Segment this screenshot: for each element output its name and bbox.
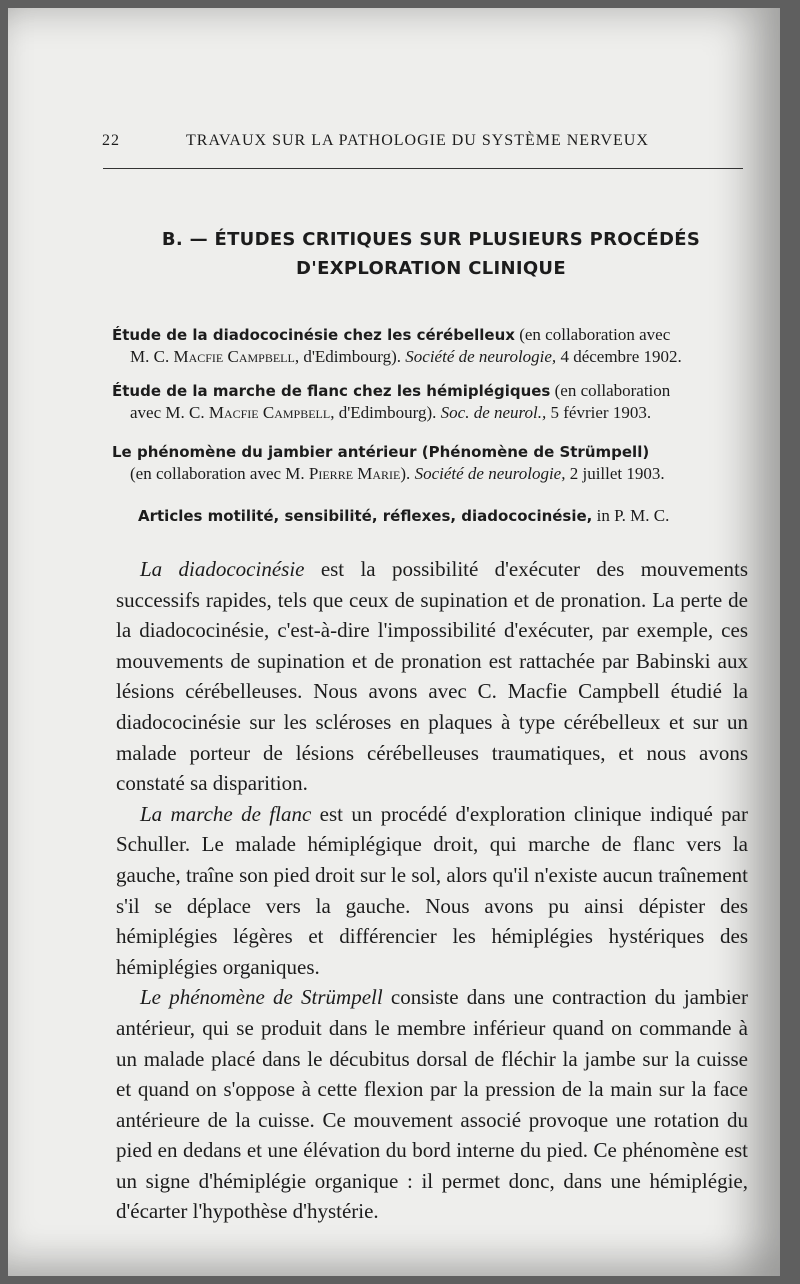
paragraph — [116, 982, 748, 1227]
paragraph-lead: La diadococinésie — [140, 557, 305, 581]
entry-text: in P. M. C. — [592, 506, 670, 525]
body-text — [116, 554, 748, 1227]
entry-text: M. C. — [130, 347, 174, 366]
entry-author: Macfie Campbell — [208, 403, 331, 422]
paragraph-lead: La marche de flanc — [140, 801, 312, 826]
entry-text: ). — [400, 464, 415, 483]
paragraph-text: est la possibilité d'exécuter des mouvements successifs rapides, tels que ceux de supination et de pronation. La perte de la diadococinésie, c'est-à-dire l'impossibilité d'exécuter, par exemple, ces mouvements de supination et de pronation est rattachée par Babinski aux lésions cérébelleuses. Nous avons avec C. Macfie Campbell étudié la diadococinésie sur les scléroses en plaques à type cérébelleux et sur un malade porteur de lésions cérébelleuses traumatiques, et nous avons constaté sa disparition. — [116, 557, 749, 796]
entry-text: (en collaboration — [550, 381, 671, 400]
section-title-line-1: B. — ÉTUDES CRITIQUES SUR PLUSIEURS PROCÉDÉS — [161, 229, 701, 250]
bibliography-entry — [112, 324, 748, 368]
entry-journal: Société de neurologie, — [405, 347, 557, 366]
book-page — [8, 8, 780, 1276]
entry-title: Le phénomène du jambier antérieur (Phénomène de Strümpell) — [112, 443, 650, 461]
entry-author: Pierre Marie — [308, 464, 401, 483]
entry-date: 2 juillet 1903. — [565, 464, 665, 483]
bibliography-entry — [112, 380, 748, 424]
entry-date: 4 décembre 1902. — [556, 347, 682, 366]
entry-journal: Soc. de neurol., — [440, 403, 547, 422]
section-title-line-2: D'EXPLORATION CLINIQUE — [296, 258, 566, 279]
entry-continuation — [112, 463, 748, 485]
entry-text: avec M. C. — [130, 403, 209, 422]
paragraph-text: consiste dans une contraction du jambier antérieur, qui se produit dans le membre inférieur quand on commande à un malade placé dans le décubitus dorsal de fléchir la jambe sur la cuisse et quand on s'oppose à cette flexion par la pression de la main sur la face antérieure de la cuisse. Ce mouvement associé provoque une rotation du pied en dedans et une élévation du bord interne du pied. Ce phénomène est un signe d'hémiplégie organique : il permet donc, dans une hémiplégie, d'écarter l'hypothèse d'hystérie. — [116, 985, 748, 1224]
entry-text: , d'Edimbourg). — [330, 403, 441, 422]
running-title: TRAVAUX SUR LA PATHOLOGIE DU SYSTÈME NERVEUX — [186, 132, 649, 149]
paragraph-text: est un procédé d'exploration clinique indiqué par Schuller. Le malade hémiplégique droit, qui marche de flanc vers la gauche, traîne son pied droit sur le sol, alors qu'il n'existe aucun traînement s'il se déplace vers la gauche. Nous avons pu ainsi dépister des hémiplégies légères et différencier les hémiplégies hystériques des hémiplégies organiques. — [116, 801, 748, 979]
entry-text: (en collaboration avec M. — [130, 464, 309, 483]
entry-author: Macfie Campbell — [173, 347, 295, 366]
entry-continuation — [112, 346, 748, 368]
page-number: 22 — [102, 132, 120, 149]
entry-text: , d'Edimbourg). — [294, 347, 406, 366]
entry-journal: Société de neurologie, — [414, 464, 566, 483]
entry-title: Étude de la marche de flanc chez les hémiplégiques — [112, 382, 551, 400]
bibliography-entry — [112, 505, 748, 527]
paragraph — [116, 799, 748, 983]
entry-title: Articles motilité, sensibilité, réflexes, diadococinésie, — [138, 507, 593, 525]
entry-text: (en collaboration avec — [514, 325, 671, 344]
entry-continuation — [112, 402, 748, 424]
paragraph — [116, 554, 748, 799]
header-rule — [103, 168, 743, 169]
entry-date: 5 février 1903. — [546, 403, 652, 422]
entry-title: Étude de la diadococinésie chez les cérébelleux — [112, 326, 515, 344]
bibliography-entry — [112, 441, 748, 485]
paragraph-lead: Le phénomène de Strümpell — [140, 985, 383, 1010]
